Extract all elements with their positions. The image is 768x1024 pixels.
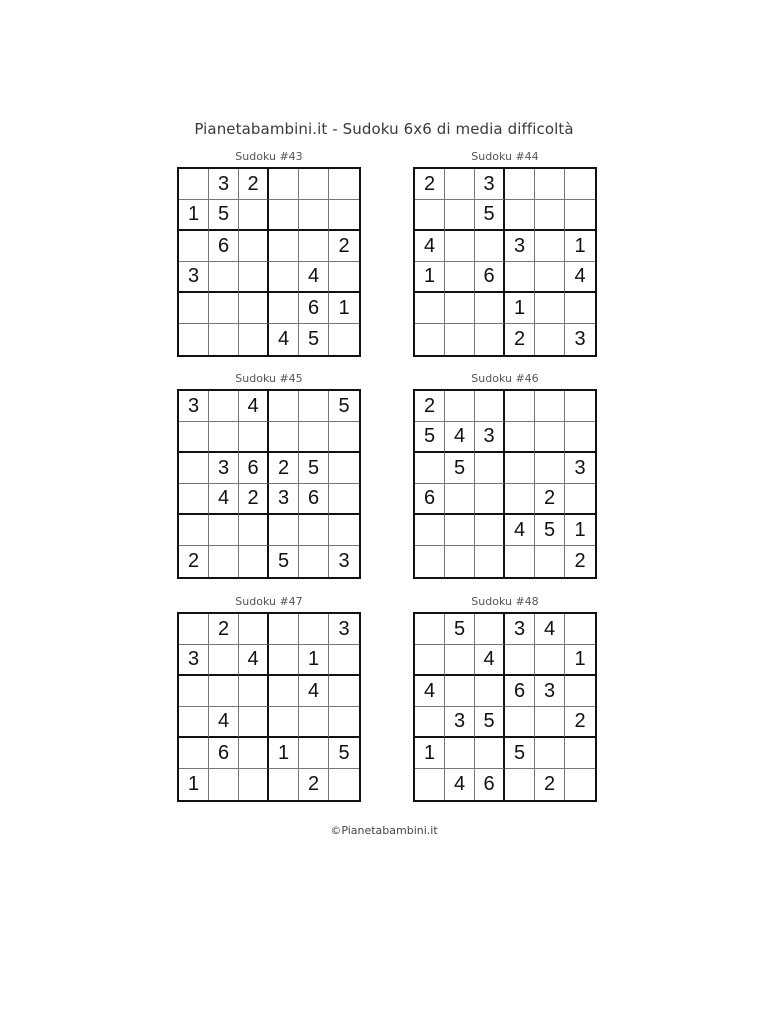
sudoku-cell-empty: [329, 453, 359, 484]
sudoku-cell-empty: [535, 391, 565, 422]
sudoku-cell-given: 1: [565, 231, 595, 262]
sudoku-cell-empty: [179, 169, 209, 200]
sudoku-cell-given: 6: [239, 453, 269, 484]
sudoku-cell-empty: [269, 645, 299, 676]
sudoku-cell-empty: [535, 645, 565, 676]
sudoku-cell-empty: [269, 262, 299, 293]
sudoku-grid: [177, 612, 361, 802]
sudoku-cell-empty: [415, 515, 445, 546]
sudoku-cell-empty: [445, 738, 475, 769]
sudoku-cell-empty: [535, 546, 565, 577]
sudoku-cell-empty: [505, 707, 535, 738]
sudoku-cell-given: 2: [239, 484, 269, 515]
sudoku-cell-empty: [239, 293, 269, 324]
sudoku-cell-empty: [505, 422, 535, 453]
sudoku-cell-given: 5: [329, 391, 359, 422]
sudoku-cell-given: 3: [179, 391, 209, 422]
sudoku-cell-given: 4: [565, 262, 595, 293]
sudoku-grid: [413, 389, 597, 579]
sudoku-cell-given: 4: [299, 262, 329, 293]
sudoku-cell-empty: [269, 707, 299, 738]
sudoku-cell-empty: [269, 293, 299, 324]
sudoku-cell-given: 3: [574, 328, 586, 350]
sudoku-cell-empty: [299, 515, 329, 546]
sudoku-cell-given: 2: [415, 391, 445, 422]
sudoku-cell-empty: [475, 231, 505, 262]
sudoku-cell-given: 4: [239, 391, 269, 422]
sudoku-cell-empty: [209, 391, 239, 422]
sudoku-cell-given: 2: [209, 614, 239, 645]
sudoku-cell-empty: [299, 614, 329, 645]
sudoku-cell-empty: [299, 422, 329, 453]
sudoku-cell-empty: [239, 676, 269, 707]
sudoku-cell-empty: [565, 200, 595, 231]
sudoku-cell-empty: [239, 422, 269, 453]
sudoku-cell-given: 4: [415, 676, 445, 707]
sudoku-cell-empty: [505, 391, 535, 422]
sudoku-cell-given: 3: [329, 614, 359, 645]
sudoku-cell-empty: [475, 484, 505, 515]
sudoku-cell-given: 3: [565, 453, 595, 484]
sudoku-cell-empty: [505, 484, 535, 515]
sudoku-cell-given: 4: [475, 645, 505, 676]
sudoku-cell-empty: [565, 293, 595, 324]
sudoku-cell-empty: [565, 422, 595, 453]
sudoku-cell-empty: [505, 200, 535, 231]
sudoku-cell-empty: [269, 769, 299, 800]
sudoku-cell-empty: [475, 614, 505, 645]
sudoku-cell-given: 5: [505, 738, 535, 769]
sudoku-cell-empty: [299, 231, 329, 262]
sudoku-cell-empty: [239, 546, 269, 577]
sudoku-cell-given: 1: [299, 645, 329, 676]
sudoku-cell-empty: [329, 262, 359, 293]
sudoku-cell-given: 3: [209, 453, 239, 484]
sudoku-cell-empty: [239, 262, 269, 293]
sudoku-cell-empty: [415, 324, 445, 355]
sudoku-cell-empty: [565, 169, 595, 200]
sudoku-cell-empty: [209, 676, 239, 707]
sudoku-cell-given: 3: [179, 262, 209, 293]
sudoku-cell-given: 6: [475, 769, 505, 800]
sudoku-cell-empty: [209, 262, 239, 293]
sudoku-cell-empty: [329, 200, 359, 231]
sudoku-cell-empty: [475, 515, 505, 546]
sudoku-cell-given: 4: [239, 645, 269, 676]
sudoku-cell-empty: [505, 169, 535, 200]
sudoku-cell-empty: [329, 707, 359, 738]
sudoku-cell-given: 2: [299, 769, 329, 800]
sudoku-cell-empty: [179, 422, 209, 453]
sudoku-cell-empty: [329, 515, 359, 546]
sudoku-cell-empty: [535, 738, 565, 769]
sudoku-cell-given: 3: [269, 484, 299, 515]
sudoku-cell-empty: [269, 676, 299, 707]
sudoku-cell-empty: [239, 515, 269, 546]
sudoku-cell-empty: [179, 231, 209, 262]
sudoku-cell-empty: [329, 169, 359, 200]
page-title: Pianetabambini.it - Sudoku 6x6 di media difficoltà: [194, 120, 574, 138]
sudoku-cell-empty: [209, 515, 239, 546]
sudoku-cell-empty: [269, 391, 299, 422]
sudoku-puzzle: [177, 372, 361, 579]
sudoku-cell-empty: [415, 707, 445, 738]
sudoku-cell-given: 2: [179, 546, 209, 577]
sudoku-cell-given: 6: [209, 231, 239, 262]
sudoku-cell-empty: [505, 769, 535, 800]
sudoku-cell-given: 5: [299, 453, 329, 484]
sudoku-cell-empty: [445, 293, 475, 324]
sudoku-puzzle: [413, 150, 597, 357]
puzzle-label: Sudoku #44: [471, 150, 539, 163]
sudoku-cell-empty: [445, 169, 475, 200]
sudoku-cell-empty: [329, 324, 359, 355]
sudoku-cell-empty: [535, 231, 565, 262]
sudoku-cell-empty: [299, 200, 329, 231]
sudoku-cell-empty: [505, 645, 535, 676]
sudoku-cell-empty: [179, 614, 209, 645]
sudoku-cell-given: 4: [445, 422, 475, 453]
sudoku-cell-empty: [179, 484, 209, 515]
sudoku-cell-given: 5: [475, 707, 505, 738]
sudoku-cell-empty: [415, 645, 445, 676]
sudoku-cell-empty: [329, 676, 359, 707]
sudoku-cell-empty: [299, 738, 329, 769]
sudoku-cell-given: 3: [505, 614, 535, 645]
sudoku-cell-given: 2: [239, 169, 269, 200]
sudoku-cell-empty: [505, 453, 535, 484]
sudoku-cell-given: 4: [209, 484, 239, 515]
sudoku-cell-empty: [239, 707, 269, 738]
sudoku-cell-empty: [269, 169, 299, 200]
sudoku-cell-empty: [445, 546, 475, 577]
sudoku-cell-given: 2: [565, 707, 595, 738]
sudoku-cell-given: 3: [209, 169, 239, 200]
sudoku-cell-given: 4: [445, 769, 475, 800]
sudoku-cell-given: 5: [209, 200, 239, 231]
sudoku-grid: [177, 389, 361, 579]
sudoku-cell-given: 2: [269, 453, 299, 484]
sudoku-cell-given: 6: [475, 262, 505, 293]
sudoku-cell-empty: [329, 484, 359, 515]
sudoku-grid: [177, 167, 361, 357]
sudoku-cell-given: 6: [299, 293, 329, 324]
sudoku-cell-empty: [565, 391, 595, 422]
sudoku-cell-empty: [445, 391, 475, 422]
sudoku-cell-empty: [415, 453, 445, 484]
sudoku-cell-empty: [535, 169, 565, 200]
sudoku-cell-empty: [299, 546, 329, 577]
puzzle-label: Sudoku #48: [471, 595, 539, 608]
sudoku-cell-empty: [445, 324, 475, 355]
sudoku-cell-empty: [445, 262, 475, 293]
sudoku-cell-empty: [445, 231, 475, 262]
sudoku-cell-empty: [329, 422, 359, 453]
sudoku-cell-empty: [565, 769, 595, 800]
sudoku-cell-empty: [445, 676, 475, 707]
sudoku-cell-given: 4: [535, 614, 565, 645]
sudoku-cell-empty: [565, 484, 595, 515]
sudoku-cell-given: 1: [415, 738, 445, 769]
sudoku-cell-given: 5: [415, 422, 445, 453]
sudoku-cell-empty: [535, 262, 565, 293]
sudoku-cell-empty: [269, 200, 299, 231]
sudoku-cell-empty: [239, 769, 269, 800]
sudoku-cell-empty: [415, 293, 445, 324]
sudoku-cell-empty: [209, 293, 239, 324]
sudoku-cell-empty: [565, 614, 595, 645]
sudoku-cell-given: 4: [415, 231, 445, 262]
sudoku-cell-empty: [505, 546, 535, 577]
sudoku-cell-empty: [239, 738, 269, 769]
sudoku-cell-empty: [415, 614, 445, 645]
sudoku-cell-given: 3: [338, 550, 350, 572]
sudoku-puzzle: [413, 372, 597, 579]
sudoku-cell-empty: [445, 484, 475, 515]
sudoku-cell-empty: [535, 293, 565, 324]
puzzle-label: Sudoku #47: [235, 595, 303, 608]
sudoku-cell-given: 2: [329, 231, 359, 262]
sudoku-cell-given: 2: [415, 169, 445, 200]
sudoku-cell-empty: [179, 707, 209, 738]
sudoku-cell-empty: [269, 614, 299, 645]
sudoku-puzzle: [413, 595, 597, 802]
sudoku-cell-empty: [535, 453, 565, 484]
sudoku-cell-given: 1: [415, 262, 445, 293]
sudoku-cell-given: 5: [269, 546, 299, 577]
puzzle-label: Sudoku #43: [235, 150, 303, 163]
sudoku-cell-given: 3: [535, 676, 565, 707]
sudoku-cell-empty: [535, 707, 565, 738]
sudoku-cell-given: 4: [299, 676, 329, 707]
sudoku-cell-empty: [209, 546, 239, 577]
sudoku-cell-empty: [565, 676, 595, 707]
sudoku-cell-empty: [475, 391, 505, 422]
sudoku-cell-empty: [535, 200, 565, 231]
sudoku-puzzle: [177, 150, 361, 357]
sudoku-cell-given: 5: [535, 515, 565, 546]
sudoku-cell-empty: [475, 293, 505, 324]
sudoku-cell-empty: [415, 546, 445, 577]
sudoku-cell-empty: [269, 422, 299, 453]
sudoku-cell-given: 1: [179, 200, 209, 231]
sudoku-cell-empty: [475, 324, 505, 355]
sudoku-cell-empty: [445, 515, 475, 546]
sudoku-cell-given: 6: [415, 484, 445, 515]
sudoku-cell-empty: [415, 769, 445, 800]
sudoku-cell-empty: [445, 200, 475, 231]
sudoku-cell-empty: [475, 738, 505, 769]
sudoku-cell-given: 1: [269, 738, 299, 769]
sudoku-cell-empty: [475, 676, 505, 707]
sudoku-cell-empty: [179, 515, 209, 546]
sudoku-cell-given: 2: [535, 769, 565, 800]
sudoku-cell-empty: [445, 645, 475, 676]
sudoku-cell-empty: [209, 645, 239, 676]
sudoku-cell-empty: [535, 422, 565, 453]
sudoku-cell-given: 4: [209, 707, 239, 738]
sudoku-cell-empty: [535, 324, 565, 355]
sudoku-cell-given: 3: [505, 231, 535, 262]
sudoku-cell-empty: [299, 707, 329, 738]
sudoku-cell-empty: [269, 231, 299, 262]
sudoku-cell-given: 3: [475, 169, 505, 200]
copyright-footer: ©Pianetabambini.it: [330, 824, 438, 837]
sudoku-cell-given: 2: [535, 484, 565, 515]
sudoku-cell-given: 1: [179, 769, 209, 800]
sudoku-cell-empty: [209, 422, 239, 453]
sudoku-cell-given: 2: [574, 550, 586, 572]
sudoku-grid: [413, 167, 597, 357]
sudoku-puzzle: [177, 595, 361, 802]
sudoku-cell-empty: [179, 738, 209, 769]
sudoku-cell-given: 2: [505, 324, 535, 355]
sudoku-cell-given: 3: [475, 422, 505, 453]
sudoku-cell-empty: [239, 200, 269, 231]
puzzle-label: Sudoku #45: [235, 372, 303, 385]
sudoku-cell-given: 3: [445, 707, 475, 738]
sudoku-cell-empty: [415, 200, 445, 231]
sudoku-cell-empty: [179, 453, 209, 484]
sudoku-cell-empty: [209, 769, 239, 800]
sudoku-cell-given: 1: [565, 645, 595, 676]
sudoku-cell-given: 4: [505, 515, 535, 546]
sudoku-cell-empty: [329, 769, 359, 800]
sudoku-grid: [413, 612, 597, 802]
sudoku-cell-empty: [475, 453, 505, 484]
sudoku-cell-empty: [505, 262, 535, 293]
sudoku-cell-empty: [329, 645, 359, 676]
sudoku-cell-empty: [179, 676, 209, 707]
sudoku-cell-empty: [269, 515, 299, 546]
sudoku-cell-given: 6: [209, 738, 239, 769]
sudoku-cell-empty: [239, 324, 269, 355]
sudoku-cell-given: 5: [475, 200, 505, 231]
puzzle-label: Sudoku #46: [471, 372, 539, 385]
sudoku-cell-given: 5: [445, 614, 475, 645]
sudoku-cell-given: 6: [505, 676, 535, 707]
sudoku-cell-given: 5: [299, 324, 329, 355]
sudoku-cell-empty: [475, 546, 505, 577]
sudoku-cell-empty: [179, 324, 209, 355]
sudoku-cell-empty: [209, 324, 239, 355]
sudoku-cell-empty: [565, 738, 595, 769]
sudoku-cell-given: 5: [445, 453, 475, 484]
sudoku-cell-given: 1: [565, 515, 595, 546]
sudoku-cell-empty: [299, 169, 329, 200]
sudoku-cell-given: 1: [329, 293, 359, 324]
sudoku-cell-given: 4: [269, 324, 299, 355]
sudoku-cell-empty: [299, 391, 329, 422]
sudoku-cell-given: 6: [299, 484, 329, 515]
sudoku-cell-empty: [239, 614, 269, 645]
sudoku-cell-given: 1: [505, 293, 535, 324]
sudoku-cell-given: 5: [329, 738, 359, 769]
sudoku-cell-given: 3: [179, 645, 209, 676]
sudoku-cell-empty: [179, 293, 209, 324]
sudoku-cell-empty: [239, 231, 269, 262]
